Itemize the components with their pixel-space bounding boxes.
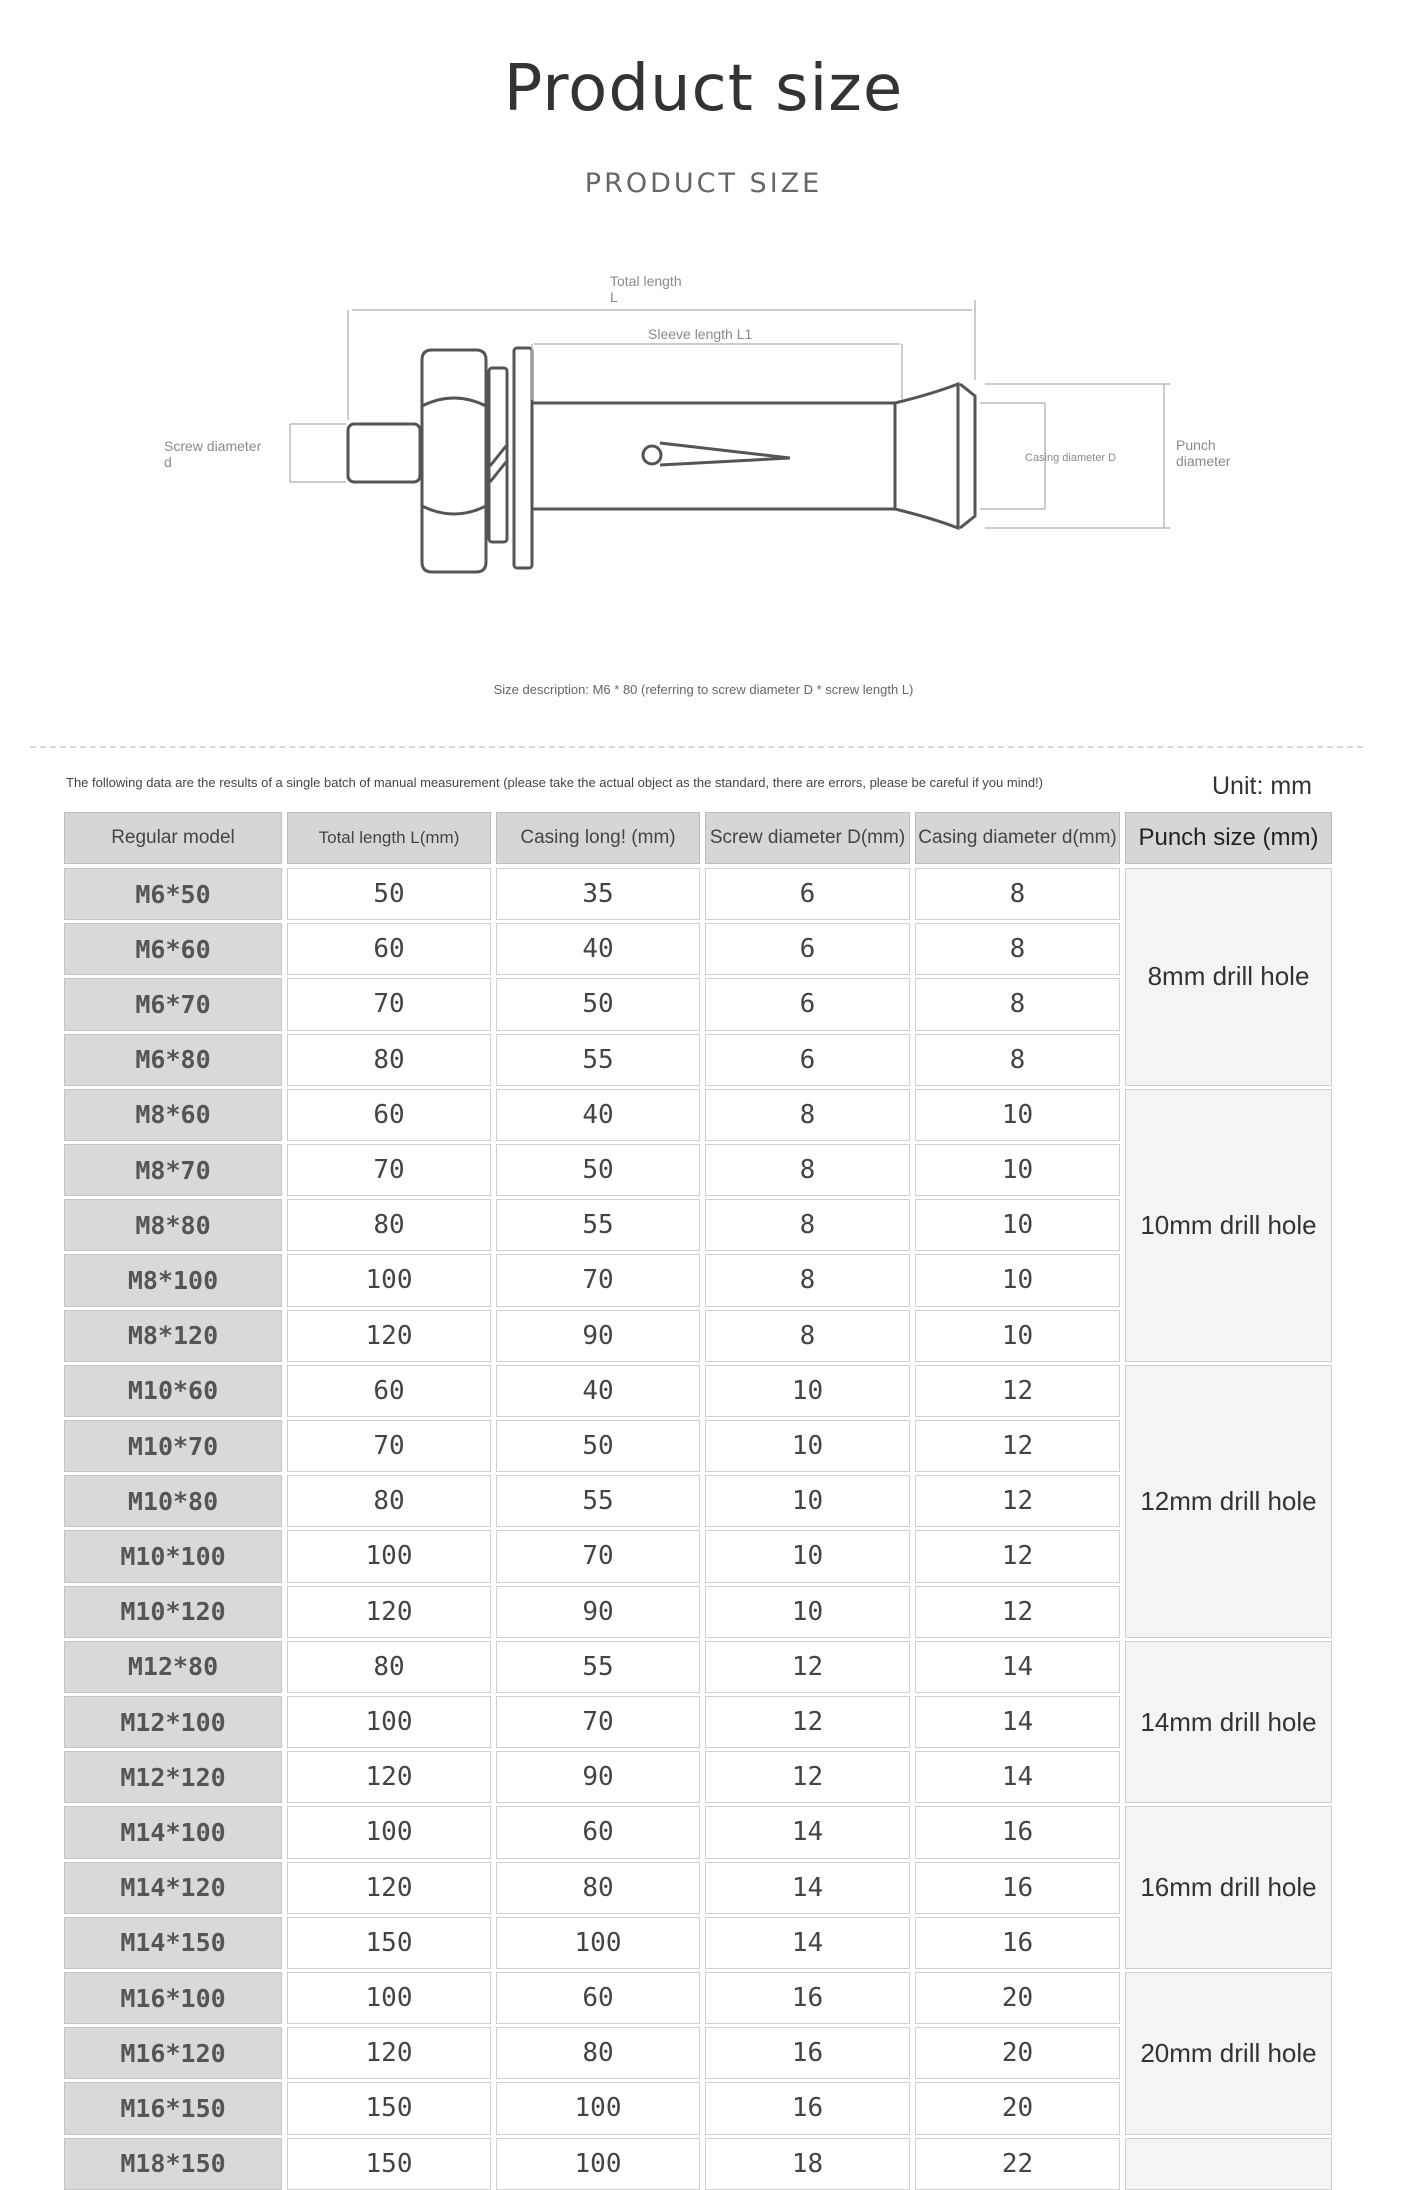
casing-diameter-cell: 12: [915, 1475, 1120, 1527]
total-length-cell: 70: [287, 1144, 491, 1196]
screw-diameter-cell: 8: [705, 1199, 910, 1251]
model-cell: M12*100: [64, 1696, 282, 1748]
casing-diameter-cell: 22: [915, 2138, 1120, 2190]
casing-diameter-cell: 14: [915, 1751, 1120, 1803]
header-punch-size: Punch size (mm): [1125, 812, 1332, 864]
screw-diameter-cell: 10: [705, 1420, 910, 1472]
casing-diameter-cell: 14: [915, 1696, 1120, 1748]
model-cell: M6*50: [64, 868, 282, 920]
page-title: Product size: [503, 52, 904, 126]
model-cell: M10*60: [64, 1365, 282, 1417]
screw-diameter-cell: 18: [705, 2138, 910, 2190]
punch-size-cell: 16mm drill hole: [1125, 1806, 1332, 1969]
punch-size-cell: 8mm drill hole: [1125, 868, 1332, 1086]
casing-diameter-cell: 12: [915, 1420, 1120, 1472]
total-length-cell: 100: [287, 1696, 491, 1748]
total-length-cell: 80: [287, 1475, 491, 1527]
model-cell: M6*80: [64, 1034, 282, 1086]
screw-diameter-cell: 14: [705, 1917, 910, 1969]
total-length-cell: 150: [287, 1917, 491, 1969]
model-cell: M14*100: [64, 1806, 282, 1858]
casing-length-cell: 80: [496, 1862, 700, 1914]
casing-length-cell: 90: [496, 1751, 700, 1803]
total-length-cell: 120: [287, 1310, 491, 1362]
casing-diameter-cell: 8: [915, 923, 1120, 975]
model-cell: M8*60: [64, 1089, 282, 1141]
total-length-label: Total length: [610, 273, 682, 289]
section-divider: [30, 746, 1363, 748]
casing-diameter-cell: 14: [915, 1641, 1120, 1693]
total-length-cell: 50: [287, 868, 491, 920]
casing-diameter-label: Casing diameter D: [1025, 452, 1117, 464]
model-cell: M8*100: [64, 1254, 282, 1306]
model-cell: M8*80: [64, 1199, 282, 1251]
casing-diameter-cell: 8: [915, 1034, 1120, 1086]
screw-diameter-cell: 10: [705, 1365, 910, 1417]
screw-diameter-cell: 10: [705, 1586, 910, 1638]
total-length-cell: 120: [287, 1862, 491, 1914]
casing-length-cell: 80: [496, 2027, 700, 2079]
casing-diameter-cell: 10: [915, 1144, 1120, 1196]
casing-diameter-cell: 10: [915, 1199, 1120, 1251]
header-casing-diameter: Casing diameter d(mm): [915, 812, 1120, 864]
model-cell: M16*100: [64, 1972, 282, 2024]
total-length-cell: 60: [287, 923, 491, 975]
casing-length-cell: 70: [496, 1530, 700, 1582]
casing-length-cell: 55: [496, 1034, 700, 1086]
total-length-cell: 150: [287, 2082, 491, 2134]
punch-diameter-label-2: diameter: [1176, 453, 1231, 469]
punch-size-cell: 10mm drill hole: [1125, 1089, 1332, 1362]
screw-diameter-cell: 16: [705, 1972, 910, 2024]
expansion-bolt-diagram: [140, 260, 1290, 720]
casing-length-cell: 50: [496, 1144, 700, 1196]
casing-length-cell: 55: [496, 1199, 700, 1251]
size-description: Size description: M6 * 80 (referring to screw diameter D * screw length L): [493, 682, 914, 697]
casing-length-cell: 60: [496, 1972, 700, 2024]
casing-length-cell: 50: [496, 978, 700, 1030]
screw-diameter-cell: 8: [705, 1089, 910, 1141]
casing-diameter-cell: 20: [915, 2082, 1120, 2134]
casing-diameter-cell: 20: [915, 1972, 1120, 2024]
casing-length-cell: 40: [496, 923, 700, 975]
casing-diameter-cell: 10: [915, 1254, 1120, 1306]
sleeve-length-label: Sleeve length L1: [648, 326, 753, 342]
casing-length-cell: 100: [496, 2082, 700, 2134]
unit-label: Unit: mm: [1212, 772, 1312, 800]
casing-length-cell: 100: [496, 1917, 700, 1969]
model-cell: M16*150: [64, 2082, 282, 2134]
total-length-cell: 80: [287, 1199, 491, 1251]
screw-diameter-cell: 14: [705, 1806, 910, 1858]
screw-diameter-cell: 6: [705, 868, 910, 920]
total-length-cell: 70: [287, 1420, 491, 1472]
casing-diameter-cell: 12: [915, 1365, 1120, 1417]
total-length-cell: 100: [287, 1972, 491, 2024]
casing-length-cell: 50: [496, 1420, 700, 1472]
model-cell: M16*120: [64, 2027, 282, 2079]
screw-diameter-cell: 16: [705, 2027, 910, 2079]
screw-diameter-cell: 8: [705, 1144, 910, 1196]
casing-diameter-cell: 8: [915, 868, 1120, 920]
casing-length-cell: 60: [496, 1806, 700, 1858]
screw-diameter-cell: 6: [705, 923, 910, 975]
total-length-cell: 60: [287, 1089, 491, 1141]
casing-diameter-cell: 8: [915, 978, 1120, 1030]
punch-size-cell: 20mm drill hole: [1125, 1972, 1332, 2135]
casing-length-cell: 55: [496, 1641, 700, 1693]
screw-diameter-cell: 10: [705, 1475, 910, 1527]
casing-length-cell: 40: [496, 1365, 700, 1417]
screw-diameter-cell: 6: [705, 1034, 910, 1086]
model-cell: M8*120: [64, 1310, 282, 1362]
screw-diameter-cell: 16: [705, 2082, 910, 2134]
punch-size-cell: 14mm drill hole: [1125, 1641, 1332, 1804]
total-length-cell: 100: [287, 1806, 491, 1858]
model-cell: M10*70: [64, 1420, 282, 1472]
header-casing-length: Casing long! (mm): [496, 812, 700, 864]
casing-length-cell: 90: [496, 1310, 700, 1362]
casing-diameter-cell: 12: [915, 1530, 1120, 1582]
total-length-cell: 100: [287, 1530, 491, 1582]
screw-diameter-label: Screw diameter: [164, 438, 262, 454]
casing-length-cell: 55: [496, 1475, 700, 1527]
model-cell: M18*150: [64, 2138, 282, 2190]
header-total-length: Total length L(mm): [287, 812, 491, 864]
model-cell: M6*70: [64, 978, 282, 1030]
total-length-cell: 80: [287, 1034, 491, 1086]
casing-diameter-cell: 12: [915, 1586, 1120, 1638]
total-length-cell: 70: [287, 978, 491, 1030]
header-screw-diameter: Screw diameter D(mm): [705, 812, 910, 864]
total-length-cell: 80: [287, 1641, 491, 1693]
casing-diameter-cell: 16: [915, 1806, 1120, 1858]
screw-diameter-cell: 10: [705, 1530, 910, 1582]
model-cell: M10*80: [64, 1475, 282, 1527]
casing-length-cell: 40: [496, 1089, 700, 1141]
punch-size-cell: 12mm drill hole: [1125, 1365, 1332, 1638]
total-length-symbol: L: [610, 289, 618, 305]
casing-diameter-cell: 10: [915, 1089, 1120, 1141]
screw-diameter-cell: 6: [705, 978, 910, 1030]
total-length-cell: 100: [287, 1254, 491, 1306]
total-length-cell: 60: [287, 1365, 491, 1417]
screw-diameter-cell: 12: [705, 1696, 910, 1748]
model-cell: M10*100: [64, 1530, 282, 1582]
measurement-note: The following data are the results of a single batch of manual measurement (please take the actual object as the standard, there are errors, please be careful if you mind!): [66, 775, 1043, 790]
casing-length-cell: 70: [496, 1254, 700, 1306]
casing-diameter-cell: 20: [915, 2027, 1120, 2079]
model-cell: M12*80: [64, 1641, 282, 1693]
casing-length-cell: 100: [496, 2138, 700, 2190]
total-length-cell: 120: [287, 1751, 491, 1803]
model-cell: M14*150: [64, 1917, 282, 1969]
model-cell: M10*120: [64, 1586, 282, 1638]
casing-length-cell: 90: [496, 1586, 700, 1638]
total-length-cell: 120: [287, 2027, 491, 2079]
screw-diameter-cell: 14: [705, 1862, 910, 1914]
model-cell: M6*60: [64, 923, 282, 975]
total-length-cell: 150: [287, 2138, 491, 2190]
total-length-cell: 120: [287, 1586, 491, 1638]
model-cell: M12*120: [64, 1751, 282, 1803]
page-subtitle: PRODUCT SIZE: [584, 168, 823, 199]
screw-diameter-symbol: d: [164, 454, 172, 470]
casing-diameter-cell: 16: [915, 1917, 1120, 1969]
casing-diameter-cell: 10: [915, 1310, 1120, 1362]
punch-diameter-label: Punch: [1176, 437, 1216, 453]
screw-diameter-cell: 12: [705, 1751, 910, 1803]
screw-diameter-cell: 8: [705, 1310, 910, 1362]
model-cell: M8*70: [64, 1144, 282, 1196]
screw-diameter-cell: 8: [705, 1254, 910, 1306]
punch-size-cell: [1125, 2138, 1332, 2190]
casing-length-cell: 35: [496, 868, 700, 920]
casing-length-cell: 70: [496, 1696, 700, 1748]
header-regular-model: Regular model: [64, 812, 282, 864]
model-cell: M14*120: [64, 1862, 282, 1914]
screw-diameter-cell: 12: [705, 1641, 910, 1693]
casing-diameter-cell: 16: [915, 1862, 1120, 1914]
